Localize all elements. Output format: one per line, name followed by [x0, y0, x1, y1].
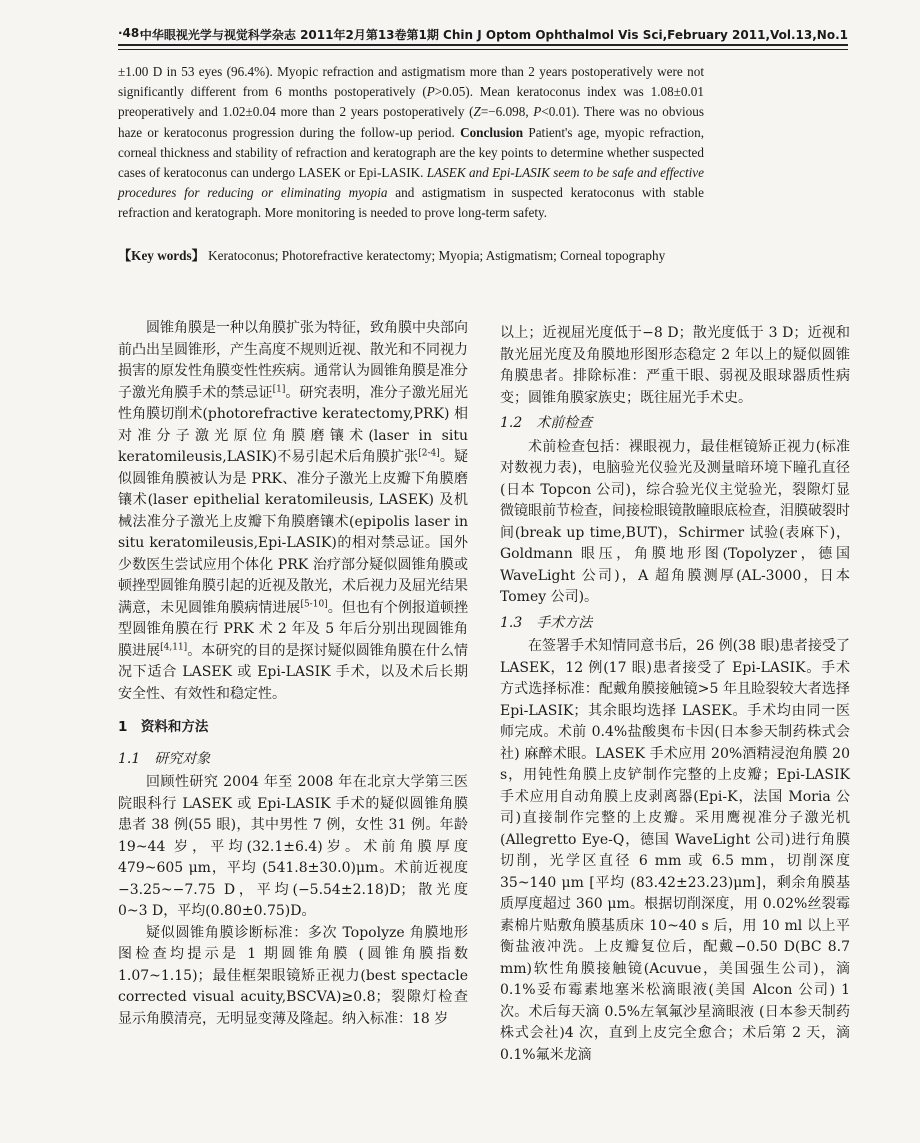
- journal-citation: 中华眼视光学与视觉科学杂志 2011年2月第13卷第1期 Chin J Optom Ophthalmol Vis Sci,February 2011,Vol.13,No.1: [139, 28, 848, 42]
- intro-text-4: 。但也有个例报道顿挫型圆锥角膜在行 PRK 术 2 年及 5 年后分别出现圆锥角膜进展: [118, 599, 469, 659]
- citation-ref: [1]: [272, 383, 286, 394]
- abstract-text-5: Patient's age, myopic refraction, corneal thickness and stability of refraction and keratograph are the key points to determine whether suspected cases of keratoconus can undergo LASEK or Epi-LASIK.: [118, 124, 704, 181]
- body-paragraph: 以上；近视屈光度低于−8 D；散光度低于 3 D；近视和散光屈光度及角膜地形图形态稳定 2 年以上的疑似圆锥角膜患者。排除标准：严重干眼、弱视及眼球器质性病变；圆锥角膜家族史；既往屈光手术史。: [500, 325, 850, 406]
- right-column: [500, 323, 850, 1066]
- header-rule-thick: [118, 44, 848, 46]
- page-number: ·48·: [118, 26, 144, 40]
- body-paragraph: 在签署手术知情同意书后，26 例(38 眼)患者接受了 LASEK，12 例(17 眼)患者接受了 Epi-LASIK。手术方式选择标准：配戴角膜接触镜>5 年且睑裂较大者选择 Epi-LASIK；其余眼均选择 LASEK。手术均由同一医师完成。术前 0.4%盐酸奥布卡因(日本参天制药株式会社) 麻醉术眼。LASEK 手术应用 20%酒精浸泡角膜 20 s，用钝性角膜上皮铲制作完整的上皮瓣；Epi-LASIK 手术应用自动角膜上皮剥离器(Epi-K，法国 Moria 公司)直接制作完整的上皮瓣。采用鹰视准分子激光机(Allegretto Eye-Q，德国 WaveLight 公司)进行角膜切削，光学区直径 6 mm 或 6.5 mm，切削深度 35~140 μm [平均 (83.42±23.23)μm]，剩余角膜基质厚度超过 360 μm。根据切削深度，用 0.02%丝裂霉素棉片贴敷角膜基质床 10~40 s 后，用 10 ml 以上平衡盐液冲洗。上皮瓣复位后，配戴−0.50 D(BC 8.7 mm)软性角膜接触镜(Acuvue，美国强生公司)，滴 0.1%妥布霉素地塞米松滴眼液(美国 Alcon 公司) 1 次。术后每天滴 0.5%左氧氟沙星滴眼液 (日本参天制药株式会社)4 次，直到上皮完全愈合；术后第 2 天，滴0.1%氟米龙滴: [500, 638, 850, 1063]
- conclusion-label: Conclusion: [460, 124, 524, 140]
- subsection-heading: 1.1 研究对象: [118, 750, 211, 767]
- citation-ref: [4,11]: [160, 641, 188, 652]
- z-value-symbol: Z: [473, 104, 481, 120]
- intro-paragraph: [118, 318, 468, 705]
- intro-text-5: 。本研究的目的是探讨疑似圆锥角膜在什么情况下适合 LASEK 或 Epi-LASIK 手术，以及术后长期安全性、有效性和稳定性。: [118, 642, 469, 702]
- keywords-text: Keratoconus; Photorefractive keratectomy; Myopia; Astigmatism; Corneal topography: [204, 248, 666, 263]
- intro-text-2: 。研究表明，准分子激光屈光性角膜切削术(photorefractive keratectomy,PRK) 相对准分子激光原位角膜磨镶术(laser in situ keratomileusis,LASIK)不易引起术后角膜扩张: [118, 384, 469, 465]
- body-paragraph: 术前检查包括：裸眼视力，最佳框镜矫正视力(标准对数视力表)，电脑验光仪验光及测量暗环境下瞳孔直径(日本 Topcon 公司)，综合验光仪主觉验光，裂隙灯显微镜眼前节检查，间接检眼镜散瞳眼底检查，泪膜破裂时间(break up time,BUT)，Schirmer 试验(表麻下)，Goldmann 眼压，角膜地形图(Topolyzer，德国 WaveLight 公司)，A 超角膜测厚(AL-3000，日本 Tomey 公司)。: [500, 438, 850, 605]
- intro-text-1: 圆锥角膜是一种以角膜扩张为特征，致角膜中央部向前凸出呈圆锥形，产生高度不规则近视、散光和不同视力损害的原发性角膜变性性疾病。通常认为圆锥角膜是准分子激光角膜手术的禁忌证: [118, 320, 468, 401]
- subsection-heading: 1.3 手术方法: [500, 614, 593, 631]
- english-abstract: [118, 62, 704, 224]
- p-value-symbol: P: [426, 84, 435, 100]
- subsection-heading: 1.2 术前检查: [500, 415, 593, 431]
- p-value-symbol-2: P: [533, 104, 542, 120]
- body-paragraph: 疑似圆锥角膜诊断标准：多次 Topolyze 角膜地形图检查均提示是 1 期圆锥角膜 (圆锥角膜指数 1.07~1.15)；最佳框架眼镜矫正视力(best spectacle corrected visual acuity,BSCVA)≥0.8；裂隙灯检查显示角膜清亮，无明显变薄及隆起。纳入标准：18 岁: [118, 924, 468, 1027]
- running-header: [118, 22, 848, 44]
- keywords-block: [118, 246, 704, 266]
- keywords-label: 【Key words】: [118, 248, 205, 263]
- abstract-text-6: and astigmatism in suspected keratoconus with stable refraction and keratograph. More monitoring is needed to prove long-term safety.: [118, 185, 704, 221]
- header-rule-thin: [118, 49, 848, 50]
- left-column: [118, 318, 468, 1030]
- abstract-text-3: =−6.098,: [480, 104, 534, 120]
- citation-ref: [5-10]: [300, 598, 328, 609]
- abstract-text-1: ±1.00 D in 53 eyes (96.4%). Myopic refraction and astigmatism more than 2 years postoperatively were not significantly different from 6 months postoperatively (: [118, 64, 704, 100]
- section-heading: 1 资料和方法: [118, 719, 209, 735]
- abstract-text-2: >0.05). Mean keratoconus index was 1.08±0.01 preoperatively and 1.02±0.04 more than 2 years postoperatively (: [118, 84, 704, 120]
- citation-ref: [2-4]: [418, 448, 440, 459]
- abstract-italic-text: LASEK and Epi-LASIK seem to be safe and effective procedures for reducing or eliminating myopia: [118, 165, 704, 201]
- intro-text-3: 。疑似圆锥角膜被认为是 PRK、准分子激光上皮瓣下角膜磨镶术(laser epithelial keratomileusis, LASEK) 及机械法准分子激光上皮瓣下角膜磨镶术(epipolis laser in situ keratomileusis,Epi-LASIK)的相对禁忌证。国外少数医生尝试应用个体化 PRK 治疗部分疑似圆锥角膜或顿挫型圆锥角膜引起的近视及散光，术后视力及屈光结果满意，未见圆锥角膜病情进展: [118, 449, 469, 616]
- abstract-text-4: <0.01). There was no obvious haze or keratoconus progression during the follow-up period.: [118, 104, 704, 140]
- body-paragraph: 回顾性研究 2004 年至 2008 年在北京大学第三医院眼科行 LASEK 或 Epi-LASIK 手术的疑似圆锥角膜患者 38 例(55 眼)，其中男性 7 例，女性 31 例。年龄 19~44 岁，平均(32.1±6.4)岁。术前角膜厚度 479~605 μm，平均 (541.8±30.0)μm。术前近视度 −3.25~−7.75 D，平均(−5.54±2.18)D；散光度 0~3 D，平均(0.80±0.75)D。: [118, 774, 468, 919]
